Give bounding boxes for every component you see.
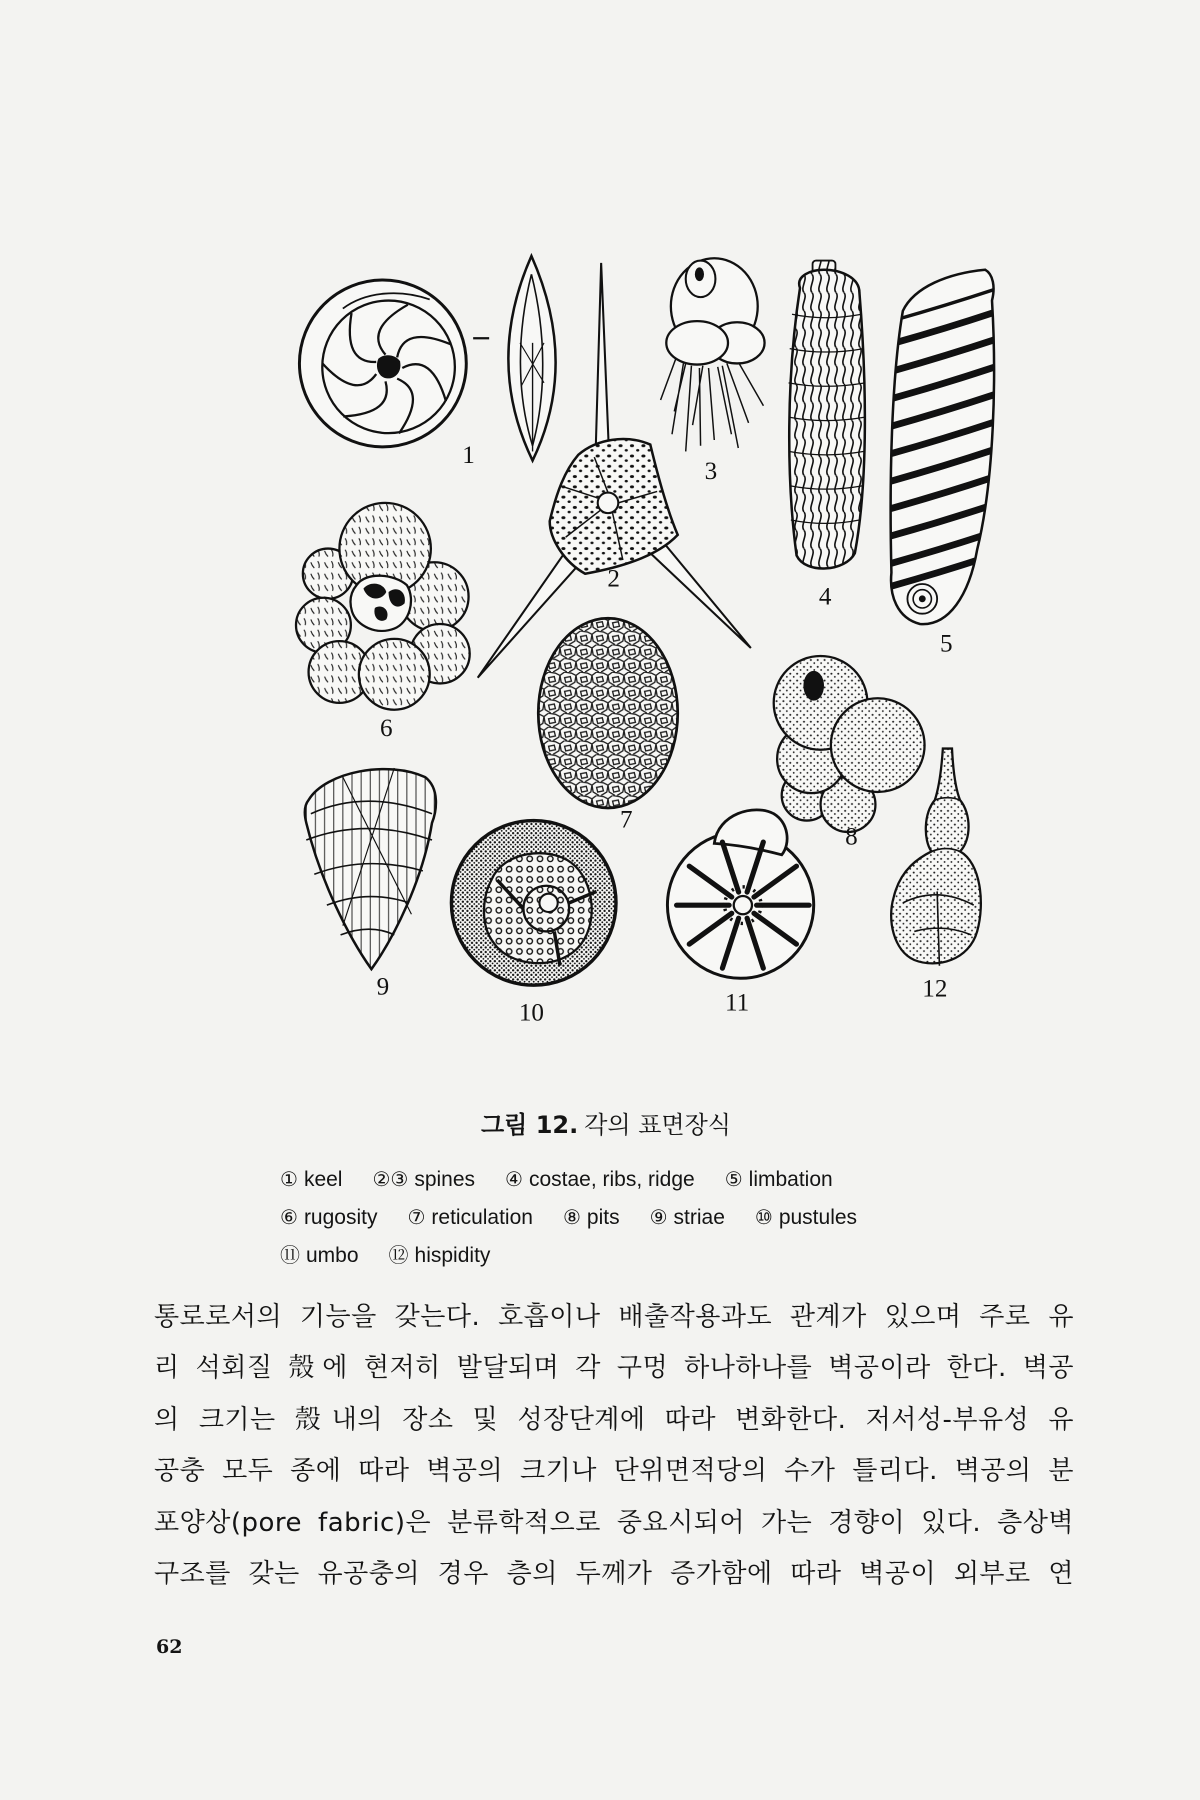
- legend-number: ⑧: [562, 1205, 581, 1229]
- proloculus: [539, 894, 557, 912]
- legend-number: ⑥: [280, 1205, 298, 1229]
- legend-item: [372, 1160, 475, 1198]
- legend-term: spines: [414, 1168, 476, 1191]
- proloculus: [919, 595, 926, 602]
- specimen-label-9: 9: [376, 973, 390, 1001]
- chamber: [359, 639, 430, 710]
- legend-number: ④: [505, 1167, 523, 1191]
- legend-term: pustules: [778, 1206, 858, 1229]
- legend-term: reticulation: [431, 1206, 533, 1229]
- specimen-label-6: 6: [380, 715, 393, 742]
- legend-number: ①: [280, 1167, 298, 1191]
- spine-top: [595, 263, 609, 460]
- legend-item: [280, 1236, 359, 1274]
- specimen-10-pustules: [451, 821, 616, 986]
- legend-item: [650, 1198, 725, 1236]
- page-number: 62: [156, 1636, 183, 1658]
- legend-item: [755, 1198, 857, 1236]
- chamber: [831, 698, 925, 792]
- legend-term: costae, ribs, ridge: [528, 1168, 695, 1191]
- legend-item: [389, 1236, 491, 1274]
- legend-line-2: [280, 1198, 980, 1236]
- aperture: [803, 671, 824, 701]
- aperture: [695, 267, 704, 281]
- legend-number: ⑨: [649, 1205, 668, 1229]
- specimen-label-1: 1: [462, 441, 475, 469]
- specimen-label-12: 12: [922, 975, 948, 1003]
- specimen-7-reticulation: [538, 618, 677, 808]
- body-line: 공충 모두 종에 따라 벽공의 크기나 단위면적당의 수가 틀리다. 벽공의 분: [154, 1456, 1074, 1487]
- legend-number: ⑫: [388, 1243, 409, 1267]
- legend-number: ⑩: [754, 1205, 773, 1229]
- body-paragraph: [154, 1292, 1074, 1600]
- legend-number: ⑦: [407, 1205, 426, 1229]
- body-line: 구조를 갖는 유공충의 경우 층의 두께가 증가함에 따라 벽공이 외부로 연: [154, 1558, 1074, 1589]
- legend-item: [280, 1198, 377, 1236]
- chamber-lower-left: [666, 321, 728, 364]
- legend-item: [563, 1198, 620, 1236]
- specimen-label-8: 8: [845, 823, 858, 851]
- body-line: 의 크기는 殼내의 장소 및 성장단계에 따라 변화한다. 저서성-부유성 유: [154, 1404, 1074, 1435]
- central-aperture: [598, 493, 619, 514]
- spine-right: [649, 535, 751, 648]
- specimen-4-costae: [789, 261, 866, 569]
- body-line: 통로로서의 기능을 갖는다. 호흡이나 배출작용과도 관계가 있으며 주로 유: [154, 1302, 1074, 1332]
- specimen-label-2: 2: [607, 565, 620, 593]
- specimen-label-4: 4: [818, 583, 832, 611]
- hanging-spines: [661, 357, 764, 452]
- specimen-6-rugosity: [296, 503, 470, 710]
- figure-legend: [280, 1160, 980, 1274]
- legend-item: [280, 1160, 342, 1198]
- specimen-1-keel: [299, 280, 466, 447]
- figure-title: 각의 표면장식: [584, 1111, 731, 1139]
- specimen-label-5: 5: [940, 630, 953, 658]
- test-outline: [538, 618, 677, 808]
- legend-number: ⑪: [280, 1243, 300, 1267]
- specimen-label-7: 7: [620, 806, 633, 834]
- legend-line-1: [280, 1160, 980, 1198]
- legend-item: [407, 1198, 533, 1236]
- specimen-label-11: 11: [725, 989, 750, 1017]
- legend-term: hispidity: [414, 1244, 491, 1267]
- legend-term: rugosity: [303, 1206, 378, 1229]
- legend-term: limbation: [748, 1168, 833, 1191]
- body-line: 포양상(pore fabric)은 분류학적으로 중요시되어 가는 경향이 있다. 층상벽: [154, 1507, 1074, 1538]
- specimen-8-pits: [774, 656, 925, 832]
- specimen-5-limbation: [887, 270, 999, 624]
- legend-term: striae: [673, 1206, 725, 1229]
- specimen-3-spines: [661, 258, 765, 451]
- legend-term: keel: [303, 1168, 343, 1191]
- legend-term: umbo: [306, 1244, 359, 1267]
- legend-item: [725, 1160, 833, 1198]
- specimen-1-edge-view: [508, 256, 555, 461]
- specimen-label-10: 10: [518, 999, 544, 1027]
- body-line: 리 석회질 殼에 현저히 발달되며 각 구멍 하나하나를 벽공이라 한다. 벽공: [154, 1353, 1074, 1384]
- figure-number: 그림 12.: [481, 1111, 579, 1139]
- specimen-label-3: 3: [704, 457, 718, 485]
- legend-number: ②③: [372, 1167, 409, 1191]
- legend-item: [505, 1160, 695, 1198]
- umbo-boss: [734, 896, 752, 914]
- legend-term: pits: [586, 1206, 620, 1229]
- specimen-9-striae: [305, 768, 436, 969]
- legend-line-3: [280, 1236, 980, 1274]
- legend-number: ⑤: [724, 1167, 743, 1191]
- specimen-11-umbo: [667, 810, 813, 978]
- figure-caption: [0, 1108, 1200, 1142]
